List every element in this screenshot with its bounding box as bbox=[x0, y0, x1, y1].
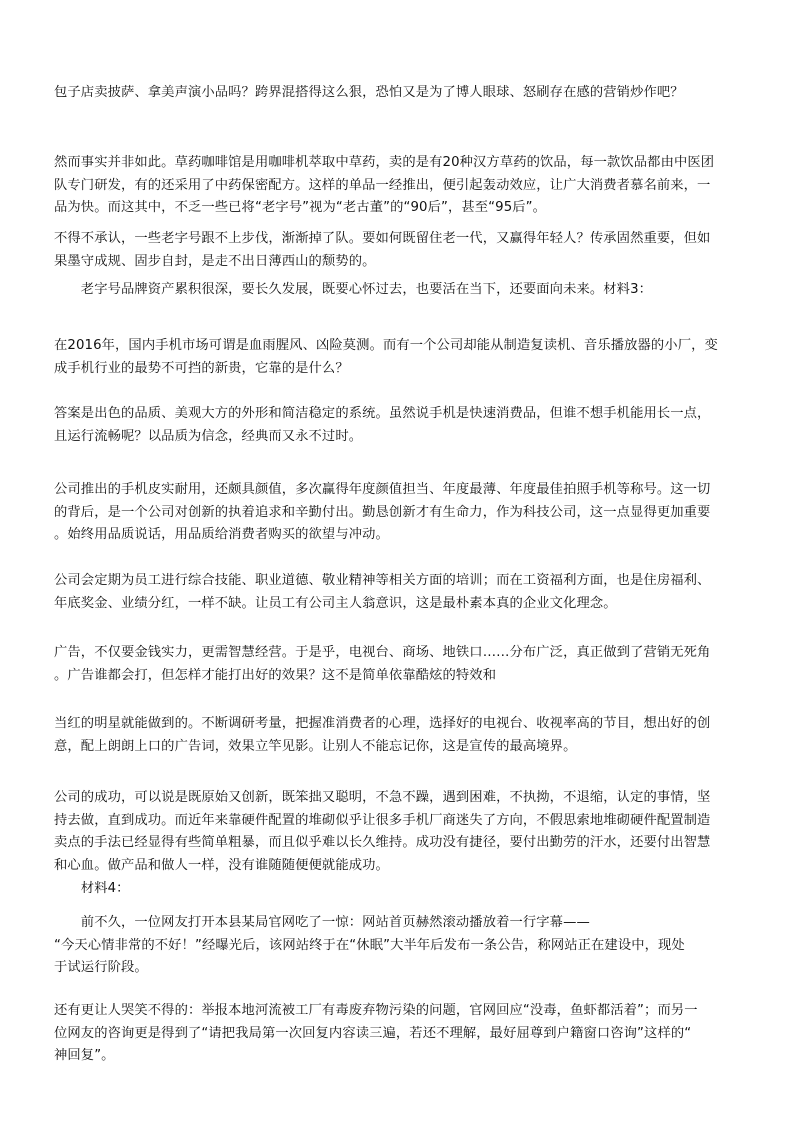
paragraph-1: 包子店卖披萨、拿美声演小品吗？跨界混搭得这么狠，恐怕又是为了博人眼球、怒刷存在感的营销炒作吧？ bbox=[54, 85, 684, 100]
paragraph-13: 前不久，一位网友打开本县某局官网吃了一惊：网站首页赫然滚动播放着一行字幕—— “今天心情非常的不好！”经曝光后，该网站终于在“休眠”大半年后发布一条公告，称网站正在建设中，现处 于试运行阶段。 bbox=[54, 915, 685, 975]
paragraph-2: 然而事实并非如此。草药咖啡馆是用咖啡机萃取中草药，卖的是有20种汉方草药的饮品，每一款饮品都由中医团 队专门研发，有的还采用了中药保密配方。这样的单品一经推出，便引起轰动效应，让广大消费者慕名前来，一 品为快。而这其中，不乏一些已将“老字号”视为“老古董”的“90后”，甚至“95后”。 bbox=[54, 155, 715, 215]
paragraph-7: 公司推出的手机皮实耐用，还颇具颜值，多次赢得年度颜值担当、年度最薄、年度最佳拍照手机等称号。这一切 的背后，是一个公司对创新的执着追求和辛勤付出。勤恳创新才有生命力，作为科技公司，这一点显得更加重要 。始终用品质说话，用品质给消费者购买的欲望与冲动。 bbox=[54, 482, 711, 542]
paragraph-12: 材料4： bbox=[54, 881, 130, 896]
paragraph-11: 公司的成功，可以说是既原始又创新，既笨拙又聪明，不急不躁，遇到困难，不执拗，不退缩，认定的事情，坚 持去做，直到成功。而近年来靠硬件配置的堆砌似乎让很多手机厂商迷失了方向，不假思索地堆砌硬件配置制造 卖点的手法已经显得有些简单粗暴，而且似乎难以长久维持。成功没有捷径，要付出勤劳的汗水，还要付出智慧 和心血。做产品和做人一样，没有谁随随便便就能成功。 bbox=[54, 790, 711, 873]
paragraph-5: 在2016年，国内手机市场可谓是血雨腥风、凶险莫测。而有一个公司却能从制造复读机、音乐播放器的小厂，变 成手机行业的最势不可挡的新贵，它靠的是什么？ bbox=[54, 338, 718, 376]
paragraph-8: 公司会定期为员工进行综合技能、职业道德、敬业精神等相关方面的培训；而在工资福利方面，也是住房福利、 年底奖金、业绩分红，一样不缺。让员工有公司主人翁意识，这是最朴素本真的企业文化理念。 bbox=[54, 573, 711, 611]
paragraph-4: 老字号品牌资产累积很深，要长久发展，既要心怀过去，也要活在当下，还要面向未来。材料3： bbox=[54, 282, 653, 297]
paragraph-6: 答案是出色的品质、美观大方的外形和简洁稳定的系统。虽然说手机是快速消费品，但谁不想手机能用长一点， 且运行流畅呢？以品质为信念，经典而又永不过时。 bbox=[54, 406, 711, 444]
paragraph-10: 当红的明星就能做到的。不断调研考量，把握准消费者的心理，选择好的电视台、收视率高的节目，想出好的创 意，配上朗朗上口的广告词，效果立竿见影。让别人不能忘记你，这是宣传的最高境界。 bbox=[54, 716, 711, 754]
paragraph-14: 还有更让人哭笑不得的：举报本地河流被工厂有毒废弃物污染的问题，官网回应“没毒，鱼虾都活着”；而另一 位网友的咨询更是得到了“请把我局第一次回复内容读三遍，若还不理解，最好屈尊到户籍窗口咨询”这样的“ 神回复”。 bbox=[54, 1003, 698, 1063]
paragraph-3: 不得不承认，一些老字号跟不上步伐，渐渐掉了队。要如何既留住老一代，又赢得年轻人？传承固然重要，但如 果墨守成规、固步自封，是走不出日薄西山的颓势的。 bbox=[54, 231, 711, 269]
paragraph-9: 广告，不仅要金钱实力，更需智慧经营。于是乎，电视台、商场、地铁口……分布广泛，真正做到了营销无死角 。广告谁都会打，但怎样才能打出好的效果？这不是简单依靠酷炫的特效和 bbox=[54, 645, 711, 683]
